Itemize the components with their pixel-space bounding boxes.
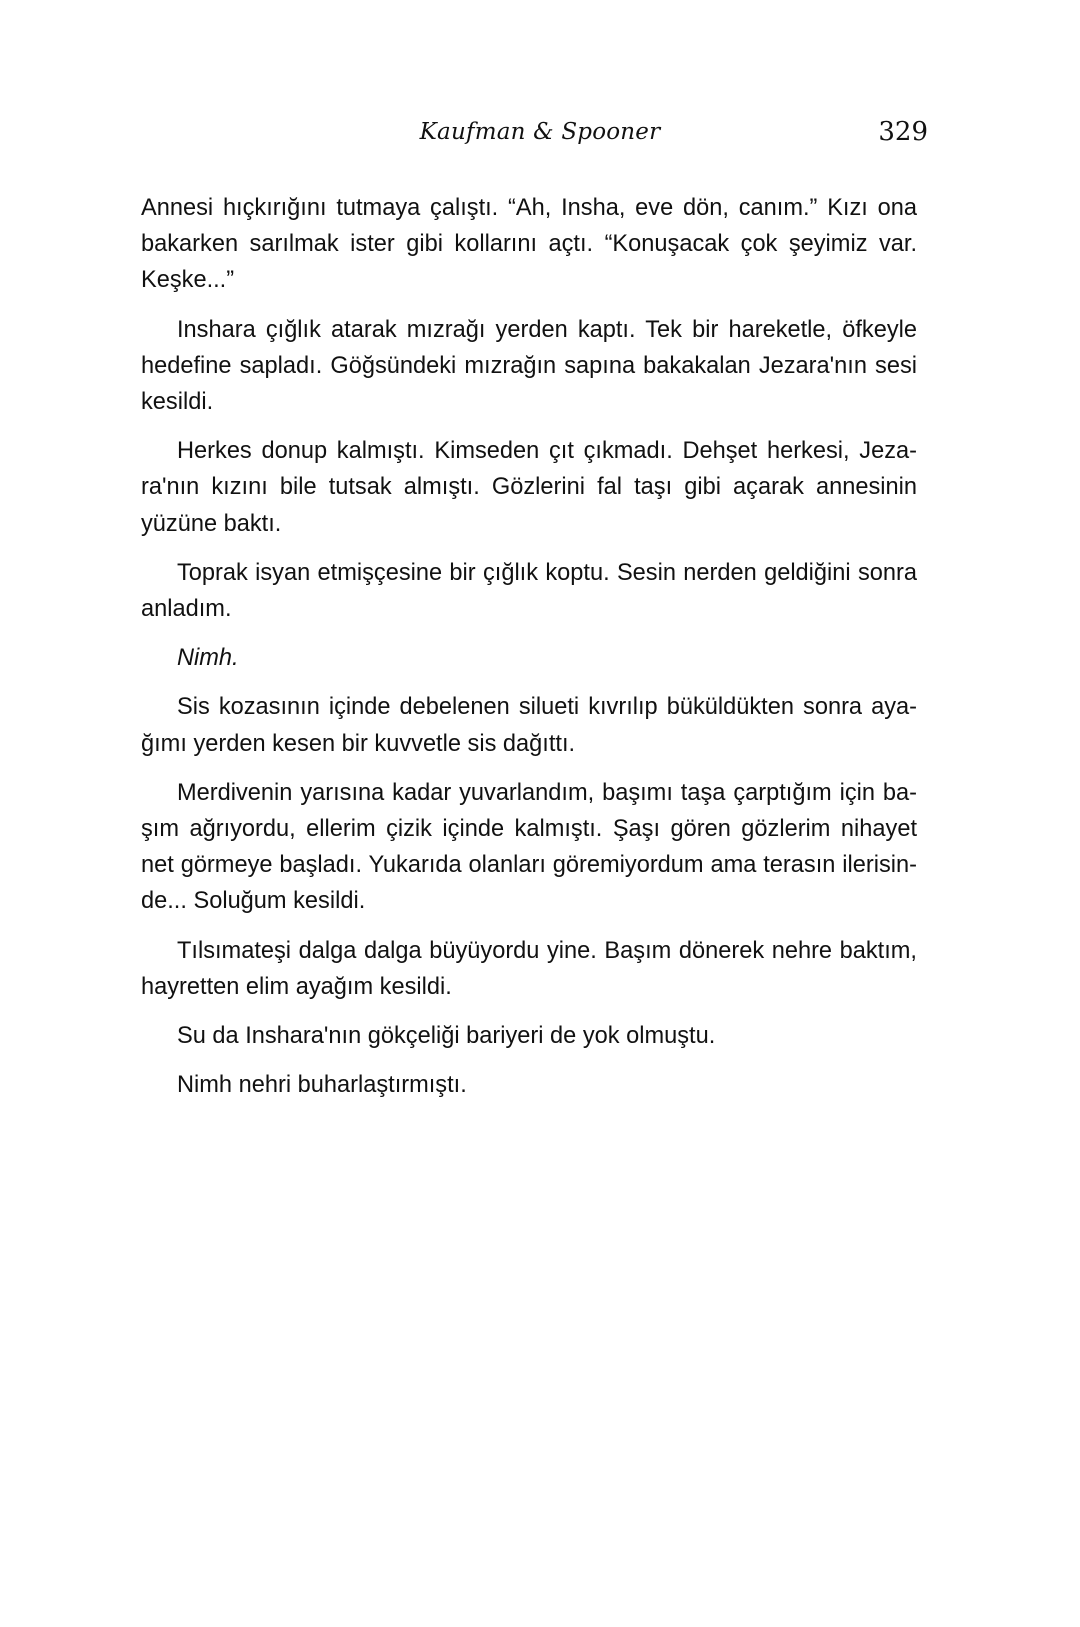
- running-head: [0, 112, 1080, 152]
- paragraph: Herkes donup kalmıştı. Kimseden çıt çıkmadı. Dehşet herkesi, Jezara'nın kızını bile tutsak almıştı. Gözlerini fal taşı gibi açarak annesinin yüzüne baktı.: [141, 438, 917, 537]
- paragraph: Annesi hıçkırığını tutmaya çalıştı. “Ah, Insha, eve dön, canım.” Kızı ona bakarken sarılmak ister gibi kollarını açtı. “Konuşacak çok şeyimiz var. Keşke...”: [141, 195, 917, 294]
- paragraph: Inshara çığlık atarak mızrağı yerden kaptı. Tek bir hareketle, öfkeyle hedefine sapladı. Göğsündeki mızrağın sapına bakakalan Jezara'nın sesi kesildi.: [141, 316, 917, 416]
- paragraph-italic: Nimh.: [177, 645, 239, 672]
- paragraph: Su da Inshara'nın gökçeliği bariyeri de yok olmuştu.: [177, 1023, 716, 1050]
- page-number: 329: [878, 117, 928, 147]
- paragraph: Merdivenin yarısına kadar yuvarlandım, başımı taşa çarptığım için başım ağrıyordu, ellerim çizik içinde kalmıştı. Şaşı gören gözlerim nihayet net görmeye başladı. Yukarıda olanları göremiyordum ama terasın ilerisinde... Soluğum kesildi.: [141, 779, 917, 915]
- body-text: [141, 190, 917, 1116]
- paragraph: Tılsımateşi dalga dalga büyüyordu yine. Başım dönerek nehre baktım, hayretten elim ayağım kesildi.: [141, 937, 917, 1000]
- header-title: Kaufman & Spooner: [419, 119, 661, 145]
- paragraph: Sis kozasının içinde debelenen silueti kıvrılıp büküldükten sonra ayağımı yerden kesen bir kuvvetle sis dağıttı.: [141, 694, 917, 757]
- paragraph: Nimh nehri buharlaştırmıştı.: [177, 1072, 467, 1099]
- paragraph: Toprak isyan etmişçesine bir çığlık koptu. Sesin nerden geldiğini sonra anladım.: [141, 559, 917, 623]
